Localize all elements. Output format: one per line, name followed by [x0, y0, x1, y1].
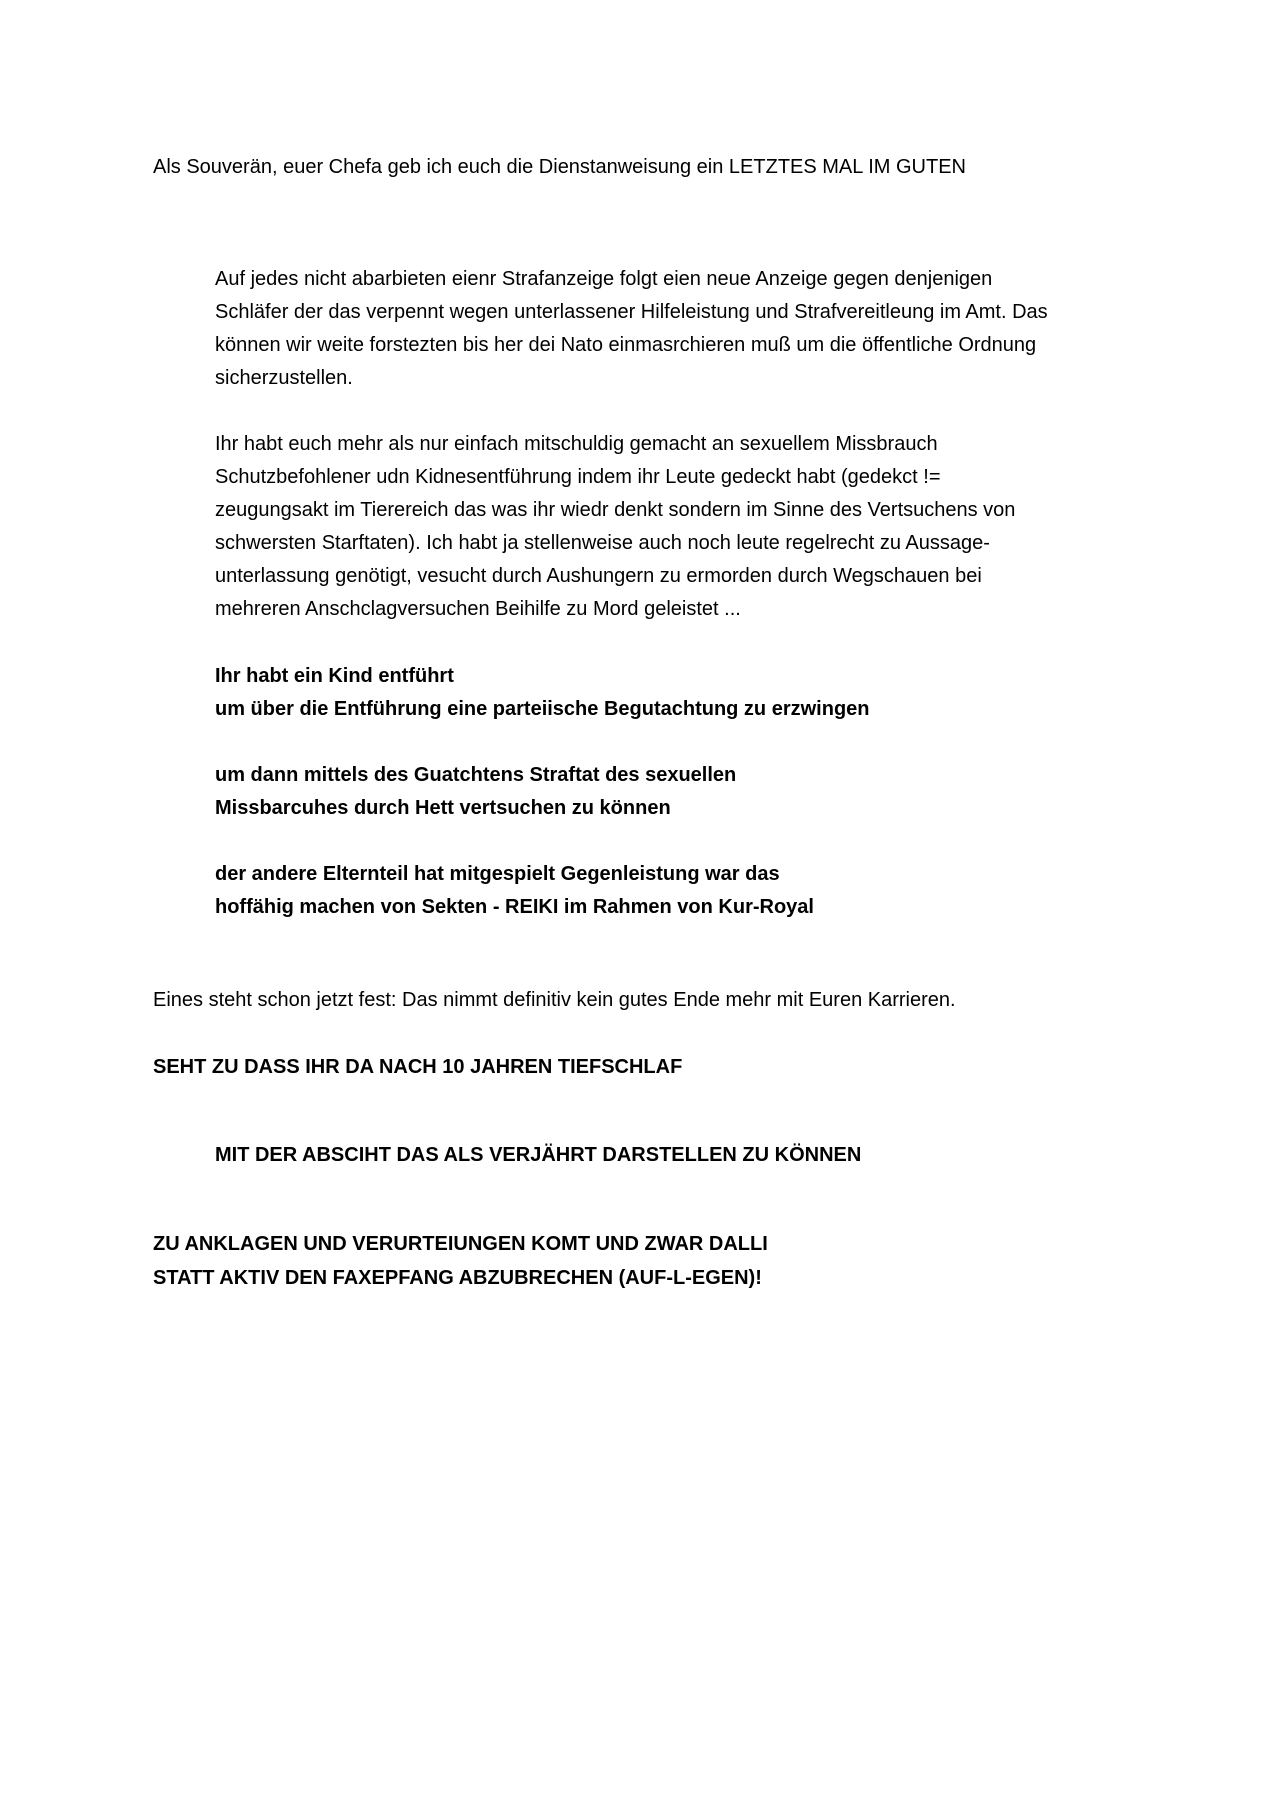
demand1-line: SEHT ZU DASS IHR DA NACH 10 JAHREN TIEFSCHLAF: [153, 1056, 683, 1078]
demand3-line-2: STATT AKTIV DEN FAXEPFANG ABZUBRECHEN (AUF-L-EGEN)!: [153, 1267, 762, 1289]
paragraph1-line-1: Auf jedes nicht abarbieten eienr Strafanzeige folgt eien neue Anzeige gegen denjenigen: [215, 268, 993, 290]
bold-block1-line-2: um über die Entführung eine parteiische Begutachtung zu erzwingen: [215, 698, 870, 720]
paragraph2-line-3: zeugungsakt im Tierereich das was ihr wiedr denkt sondern im Sinne des Vertsuchens von: [215, 499, 1016, 521]
bold-block2-line-2: Missbarcuhes durch Hett vertsuchen zu können: [215, 797, 671, 819]
bold-block3-line-1: der andere Elternteil hat mitgespielt Gegenleistung war das: [215, 863, 780, 885]
paragraph2-line-2: Schutzbefohlener udn Kidnesentführung indem ihr Leute gedeckt habt (gedekct !=: [215, 466, 941, 488]
conclusion-line: Eines steht schon jetzt fest: Das nimmt definitiv kein gutes Ende mehr mit Euren Karrieren.: [153, 989, 956, 1011]
paragraph2-line-1: Ihr habt euch mehr als nur einfach mitschuldig gemacht an sexuellem Missbrauch: [215, 433, 938, 455]
paragraph1-line-4: sicherzustellen.: [215, 367, 353, 389]
intro-line: Als Souverän, euer Chefa geb ich euch die Dienstanweisung ein LETZTES MAL IM GUTEN: [153, 156, 966, 178]
bold-block1-line-1: Ihr habt ein Kind entführt: [215, 665, 454, 687]
bold-block2-line-1: um dann mittels des Guatchtens Straftat des sexuellen: [215, 764, 737, 786]
paragraph1-line-3: können wir weite forstezten bis her dei Nato einmasrchieren muß um die öffentliche Ordnung: [215, 334, 1037, 356]
demand2-line: MIT DER ABSCIHT DAS ALS VERJÄHRT DARSTELLEN ZU KÖNNEN: [215, 1144, 862, 1166]
bold-block3-line-2: hoffähig machen von Sekten - REIKI im Rahmen von Kur-Royal: [215, 896, 814, 918]
paragraph2-line-4: schwersten Starftaten). Ich habt ja stellenweise auch noch leute regelrecht zu Aussage-: [215, 532, 990, 554]
paragraph1-line-2: Schläfer der das verpennt wegen unterlassener Hilfeleistung und Strafvereitleung im Amt. Das: [215, 301, 1048, 323]
demand3-line-1: ZU ANKLAGEN UND VERURTEIUNGEN KOMT UND ZWAR DALLI: [153, 1233, 768, 1255]
paragraph2-line-6: mehreren Anschclagversuchen Beihilfe zu Mord geleistet ...: [215, 598, 741, 620]
paragraph2-line-5: unterlassung genötigt, vesucht durch Aushungern zu ermorden durch Wegschauen bei: [215, 565, 982, 587]
